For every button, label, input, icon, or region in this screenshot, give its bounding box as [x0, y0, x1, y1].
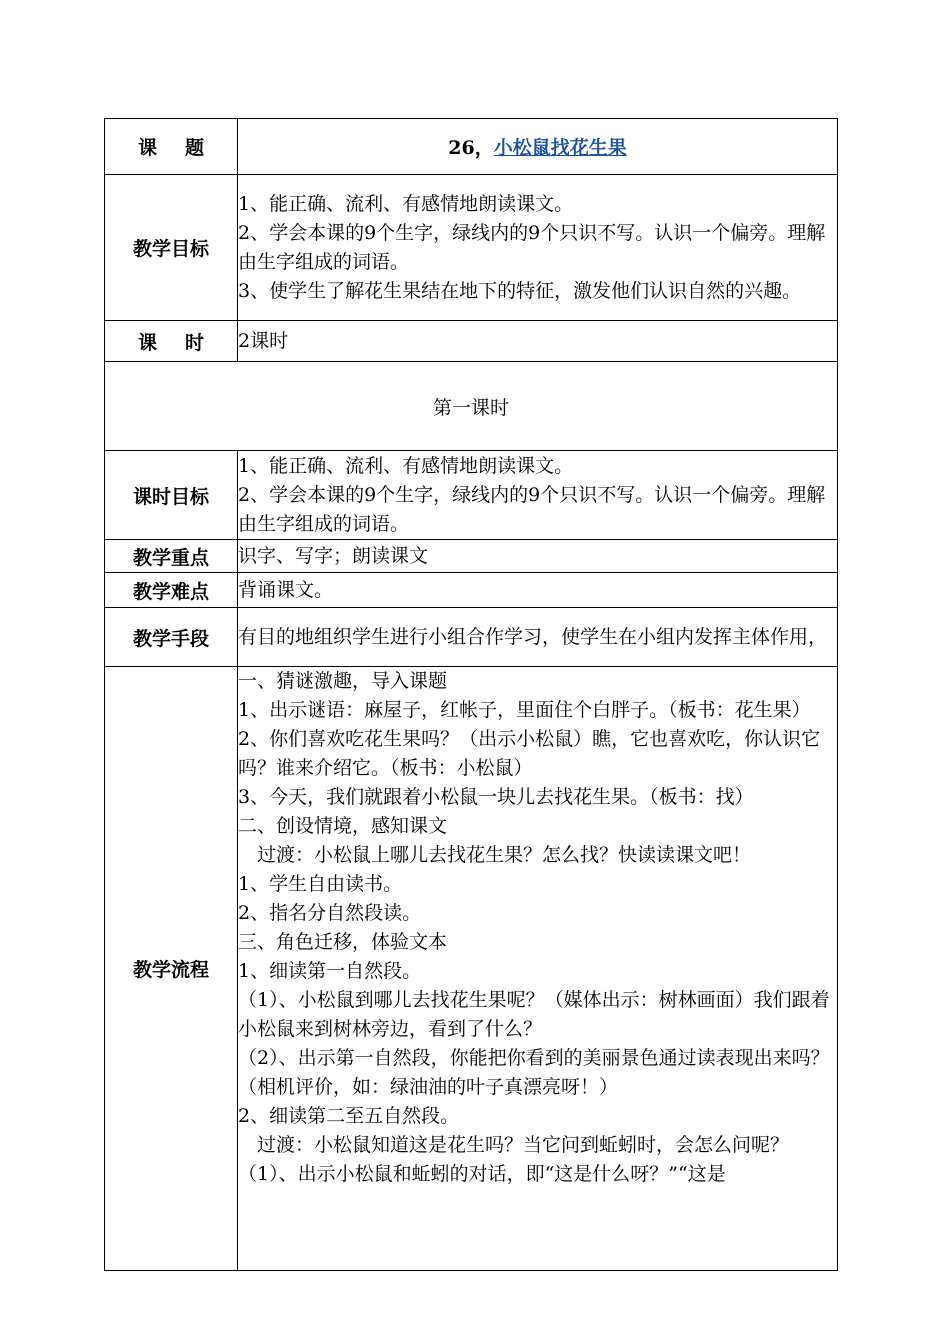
process-line: 过渡：小松鼠知道这是花生吗？当它问到蚯蚓时，会怎么问呢？: [257, 1134, 790, 1156]
objective-line: 1、能正确、流利、有感情地朗读课文。: [238, 454, 574, 477]
label-key-points: 教学重点: [105, 540, 238, 573]
label-lesson-objectives: 课时目标: [105, 451, 238, 540]
lesson-plan-table: [104, 118, 838, 1271]
process-line: （1）、小松鼠到哪儿去找花生果呢？（媒体出示：树林画面）我们跟着小松鼠来到树林旁边，看到了什么？: [238, 989, 830, 1040]
hours-value: 2课时: [238, 321, 838, 362]
process-line: 三、角色迁移，体验文本: [238, 931, 448, 953]
difficulty-value: 背诵课文。: [238, 573, 838, 608]
process-line: 3、今天，我们就跟着小松鼠一块儿去找花生果。（板书：找）: [238, 786, 754, 808]
process-line: 2、你们喜欢吃花生果吗？（出示小松鼠）瞧，它也喜欢吃，你认识它吗？谁来介绍它。（板书：小松鼠）: [238, 728, 821, 779]
label-topic: 课题: [105, 119, 238, 175]
process-line: 2、细读第二至五自然段。: [238, 1105, 460, 1127]
process-line: 过渡：小松鼠上哪儿去找花生果？怎么找？快读读课文吧！: [257, 844, 752, 866]
section-title: 第一课时: [105, 362, 838, 451]
process-line: 1、学生自由读书。: [238, 873, 403, 895]
row-section: [105, 362, 838, 451]
process-line: （1）、出示小松鼠和蚯蚓的对话，即“这是什么呀？”“这是: [238, 1163, 726, 1185]
process-line: 2、指名分自然段读。: [238, 902, 422, 924]
objective-line: 2、学会本课的9个生字，绿线内的9个只识不写。认识一个偏旁。理解由生字组成的词语。: [238, 483, 826, 535]
process-line: 一、猜谜激趣，导入课题: [238, 670, 448, 692]
process-content: [238, 667, 838, 1271]
row-objectives: [105, 175, 838, 321]
row-process: [105, 667, 838, 1271]
row-lesson-objectives: [105, 451, 838, 540]
process-line: 1、细读第一自然段。: [238, 960, 422, 982]
row-hours: [105, 321, 838, 362]
process-line: （2）、出示第一自然段，你能把你看到的美丽景色通过读表现出来吗？（相机评价，如：绿油油的叶子真漂亮呀！）: [238, 1047, 830, 1098]
label-methods: 教学手段: [105, 608, 238, 667]
lesson-number: 26，: [448, 137, 494, 159]
label-hours: 课时: [105, 321, 238, 362]
objectives-content: [238, 175, 838, 321]
label-objectives: 教学目标: [105, 175, 238, 321]
row-difficulty: [105, 573, 838, 608]
row-methods: [105, 608, 838, 667]
methods-value: 有目的地组织学生进行小组合作学习，使学生在小组内发挥主体作用，: [238, 608, 838, 667]
label-process: 教学流程: [105, 667, 238, 1271]
objective-line: 1、能正确、流利、有感情地朗读课文。: [238, 192, 574, 215]
process-line: 二、创设情境，感知课文: [238, 815, 448, 837]
process-line: 1、出示谜语：麻屋子，红帐子，里面住个白胖子。（板书：花生果）: [238, 699, 811, 721]
lesson-objectives-content: [238, 451, 838, 540]
row-key-points: [105, 540, 838, 573]
objective-line: 2、学会本课的9个生字，绿线内的9个只识不写。认识一个偏旁。理解由生字组成的词语。: [238, 221, 826, 273]
objective-line: 3、使学生了解花生果结在地下的特征，激发他们认识自然的兴趣。: [238, 279, 802, 302]
label-difficulty: 教学难点: [105, 573, 238, 608]
lesson-title-link[interactable]: 小松鼠找花生果: [493, 137, 627, 159]
key-points-value: 识字、写字；朗读课文: [238, 540, 838, 573]
row-topic: [105, 119, 838, 175]
lesson-title: [238, 119, 838, 175]
